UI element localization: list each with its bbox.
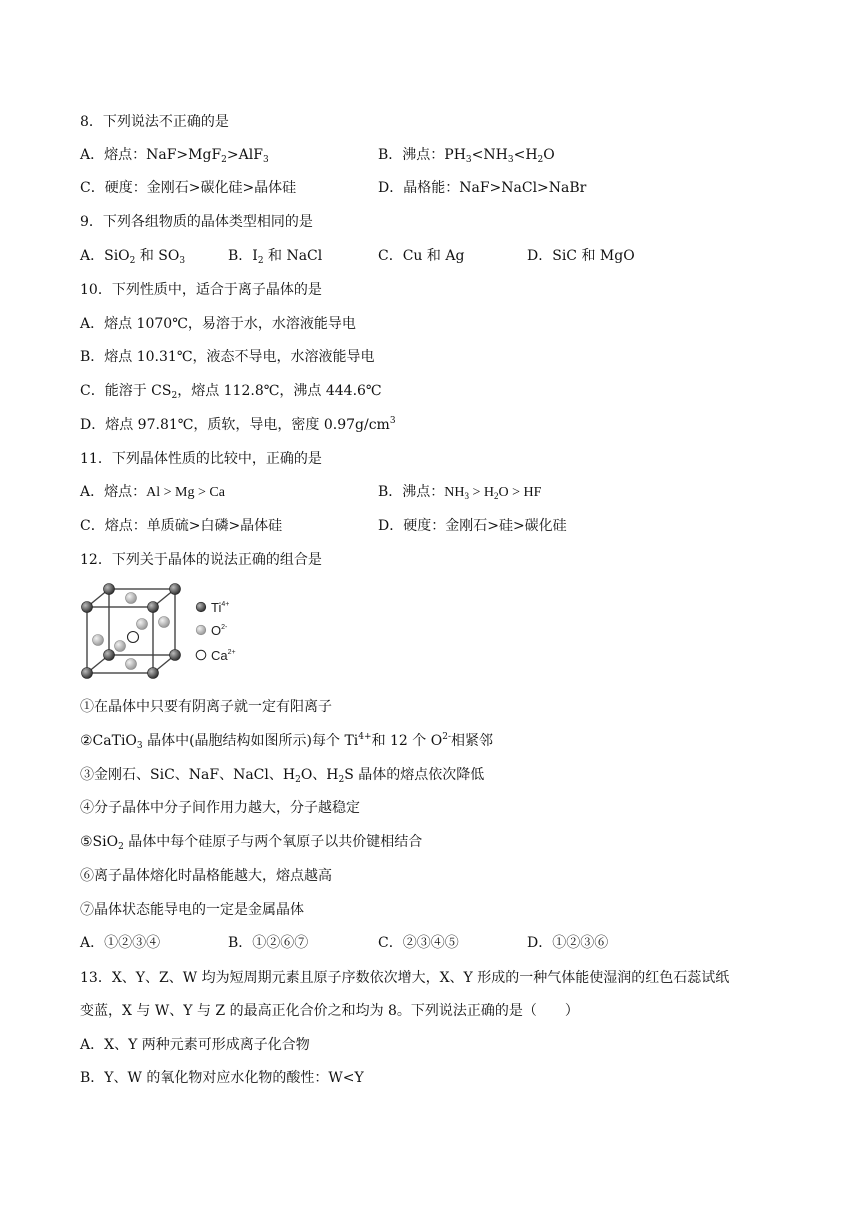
q9-option-d: D．SiC 和 MgO [527,248,635,264]
cato3-unit-cell-diagram [78,580,248,680]
q11-option-d: D．硬度：金刚石>硅>碳化硅 [378,518,567,534]
q8-stem: 8．下列说法不正确的是 [80,114,229,130]
q11-option-a: A．熔点：Al > Mg > Ca [80,484,225,500]
q12-option-b: B．①②⑥⑦ [228,935,309,951]
ca-ion [128,632,139,643]
q8-option-a: A．熔点：NaF>MgF$_2$>AlF$_3$ [80,147,269,165]
q10-option-b: B．熔点 10.31℃，液态不导电，水溶液能导电 [80,349,375,365]
q8-option-b: B．沸点：$PH_3<NH_3<H_2O$ [378,147,555,165]
q11-stem: 11．下列晶体性质的比较中，正确的是 [80,451,322,467]
legend-ti-label: $Ti^{4+}$ [211,600,230,615]
q11-option-c: C．熔点：单质硫>白磷>晶体硅 [80,518,283,534]
q12-option-d: D．①②③⑥ [527,935,609,951]
legend-o-marker [196,625,206,635]
q12-option-c: C．②③④⑤ [378,935,459,951]
q12-statement-4: ④分子晶体中分子间作用力越大，分子越稳定 [80,800,360,816]
q12-statement-5: ⑤SiO$_2$ 晶体中每个硅原子与两个氧原子以共价键相结合 [80,834,423,852]
q12-statement-7: ⑦晶体状态能导电的一定是金属晶体 [80,902,304,918]
q9-option-b: B．$I_2$ 和 NaCl [228,248,323,266]
legend-ti-marker [196,602,206,612]
q8-option-c: C．硬度：金刚石>碳化硅>晶体硅 [80,180,297,196]
q13-option-b: B．Y、W 的氧化物对应水化物的酸性：W<Y [80,1070,364,1086]
q10-option-a: A．熔点 1070℃，易溶于水，水溶液能导电 [80,316,356,332]
q12-statement-6: ⑥离子晶体熔化时晶格能越大，熔点越高 [80,868,332,884]
q9-stem: 9．下列各组物质的晶体类型相同的是 [80,214,313,230]
q12-statement-2: ②CaTiO$_3$ 晶体中(晶胞结构如图所示)每个 $Ti^{4+}$和 12 个 $O^{2-}$相紧邻 [80,732,493,751]
q10-option-c: C．能溶于 $CS_2$，熔点 112.8℃，沸点 444.6℃ [80,383,382,401]
q9-option-a: A．SiO$_2$ 和 $SO_3$ [80,248,186,266]
q12-stem: 12．下列关于晶体的说法正确的组合是 [80,552,322,568]
q12-statement-3: ③金刚石、SiC、NaF、NaCl、$H_2O$、$H_2S$ 晶体的熔点依次降低 [80,767,485,785]
legend-o-label: $O^{2-}$ [211,623,228,638]
legend-ca-label: $Ca^{2+}$ [211,648,236,663]
q12-option-a: A．①②③④ [80,935,161,951]
q13-option-a: A．X、Y 两种元素可形成离子化合物 [80,1037,310,1053]
q12-statement-1: ①在晶体中只要有阴离子就一定有阳离子 [80,699,332,715]
q8-option-d: D．晶格能：NaF>NaCl>NaBr [378,180,587,196]
q10-stem: 10．下列性质中，适合于离子晶体的是 [80,282,322,298]
q13-stem-line-1: 13．X、Y、Z、W 均为短周期元素且原子序数依次增大，X、Y 形成的一种气体能使湿润的红色石蕊试纸 [80,970,730,986]
q10-option-d: D．熔点 97.81℃，质软，导电，密度 $0.97g/cm^3$ [80,416,396,433]
q11-option-b: B．沸点：$NH_3 > H_2O$ > HF [378,484,542,501]
crystal-cell-figure [78,580,248,680]
q9-option-c: C．Cu 和 Ag [378,248,465,264]
legend-ca-marker [196,650,206,660]
q13-stem-line-2: 变蓝，X 与 W、Y 与 Z 的最高正化合价之和均为 8。下列说法正确的是（ ） [80,1003,579,1019]
